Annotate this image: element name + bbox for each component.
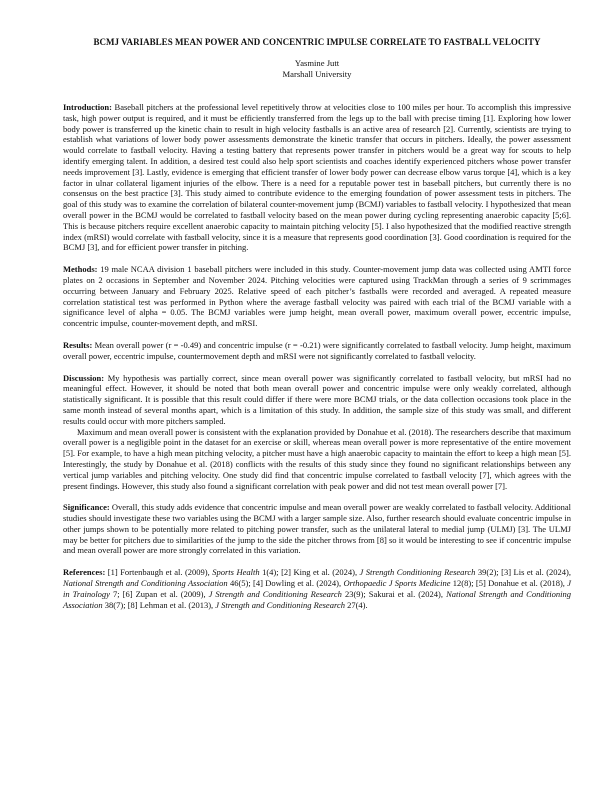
reference-entry-text: [8] Lehman et al. (2013), — [127, 599, 216, 610]
discussion-section — [63, 373, 571, 492]
references-section — [63, 567, 571, 610]
reference-journal: J in Trainology — [63, 578, 571, 599]
results-label: Results: — [63, 339, 93, 350]
reference-entry-text: [6] Zupan et al. (2009), — [122, 588, 209, 599]
discussion-label: Discussion: — [63, 372, 105, 383]
paper-title: BCMJ VARIABLES MEAN POWER AND CONCENTRIC IMPULSE CORRELATE TO FASTBALL VELOCITY — [93, 37, 541, 47]
reference-journal: J Strength and Conditioning Research — [215, 599, 345, 610]
reference-volume: 39(2); — [475, 567, 502, 578]
significance-label: Significance: — [63, 502, 110, 513]
results-section — [63, 340, 571, 362]
reference-volume: 12(8); — [450, 578, 476, 589]
reference-journal: J Strength and Conditioning Research — [208, 588, 342, 599]
reference-entry-text: [2] King et al. (2024), — [281, 567, 360, 578]
introduction-label: Introduction: — [63, 102, 112, 112]
reference-volume: 46(5); — [227, 578, 254, 589]
reference-volume: 7; — [109, 588, 123, 599]
author-affiliation: Marshall University — [282, 69, 352, 79]
reference-entry-text: [4] Dowling et al. (2024), — [253, 578, 344, 589]
reference-entry-text: [3] Lis et al. (2024), — [501, 567, 572, 578]
reference-journal: J Strength Conditioning Research — [359, 567, 476, 578]
significance-text: Overall, this study adds evidence that concentric impulse and mean overall power are weakly correlated to fastball velocity. Additional studies should investigate these two variables using the BCMJ with a larger sample size. Also, further research should evaluate concentric impulse in other jumps shown to be potentially more related to pitching power transfer, such as the unilateral lateral to medial jump (ULMJ) [3]. The ULMJ may be better for pitchers due to similarities of the jump to the side the pitcher throws from [8] so it would be interesting to see if concentric impulse and mean overall power are more strongly correlated in this variation. — [63, 502, 571, 556]
results-text: Mean overall power (r = -0.49) and concentric impulse (r = -0.21) were significantly correlated to fastball velocity. Jump height, maximum overall power, eccentric impulse, countermovement depth and mRSI were not significantly correlated to fastball velocity. — [63, 339, 571, 361]
paper-page — [63, 37, 571, 621]
discussion-text-2: Maximum and mean overall power is consistent with the explanation provided by Donahue et al. (2018). The researchers describe that maximum overall power is a negligible point in the dataset for an exercise or skill, whereas mean overall power is more representative of the entire movement [5]. For example, to have a high mean pitching velocity, a pitcher must have a high anaerobic capacity to maintain the effort to keep a high mean [5]. Interestingly, the study by Donahue et al. (2018) conflicts with the results of this study since they found no significant relationships between any vertical jump variables and pitching velocity. One study did find that concentric impulse correlated to fastball velocity [7], which agrees with the present findings. However, this study also found a significant correlation with peak power and did not test mean overall power [7]. — [63, 426, 571, 491]
author-name: Yasmine Jutt — [294, 58, 340, 68]
significance-section — [63, 502, 571, 556]
references-label: References: — [63, 567, 106, 578]
reference-journal: Sports Health — [212, 567, 260, 578]
methods-text: 19 male NCAA division 1 baseball pitchers were included in this study. Counter-movement jump data was collected using AMTI force plates on 2 occasions in September and November 2024. Pitching velocities were captured using TrackMan through a series of 9 scrimmages occurring between January and February 2025. Relative speed of each pitcher’s fastballs were recorded and averaged. A repeated measure correlation statistical test was performed in Python where the average fastball velocity was paired with each trial of the BCMJ variable with a significance level of alpha = 0.05. The BCMJ variables were jump height, mean overall power, maximum overall power, eccentric impulse, concentric impulse, counter-movement depth, and mRSI. — [63, 264, 571, 329]
reference-volume: 38(7); — [102, 599, 128, 610]
methods-section — [63, 264, 571, 329]
reference-entry-text: [5] Donahue et al. (2018), — [475, 578, 568, 589]
reference-journal: National Strength and Conditioning Association — [63, 578, 228, 589]
reference-journal: Orthopaedic J Sports Medicine — [343, 578, 451, 589]
methods-label: Methods: — [63, 264, 98, 275]
reference-volume: 23(9); — [341, 588, 369, 599]
reference-entry-text: Sakurai et al. (2024), — [368, 588, 447, 599]
introduction-text: Baseball pitchers at the professional level repetitively throw at velocities close to 100 miles per hour. To accomplish this impressive task, high power output is required, and it must be efficiently transferred from the legs up to the ball with precise timing [1]. Exploring how lower body power is transferred up the kinetic chain to result in high velocity fastballs is an active area of research [2]. Currently, scientists are trying to establish what variations of lower body power assessments demonstrate the kinetic transfer that occurs in pitchers. Ideally, the power assessment would correlate to fastball velocity. Having a testing battery that represents power transfer in pitchers would be a great way for scouts to help identify emerging talent. In addition, a desired test could also help sport scientists and coaches identify experienced pitchers whose power transfer needs improvement [3]. Lastly, evidence is emerging that efficient transfer of lower body power can decrease elbow varus torque [4], which is a key factor in ulnar collateral ligament injuries of the elbow. There is a need for a reputable power test in baseball pitchers, but currently there is no consensus on the best practice [3]. This study aimed to contribute evidence to the emerging foundation of power assessment tests in pitchers. The goal of this study was to examine the correlation of bilateral counter-movement jump (BCMJ) variables to fastball velocity. I hypothesized that mean overall power in the BCMJ would be correlated to fastball velocity based on the mean power during cycling representing anaerobic capacity [5;6]. This is because pitchers require excellent anaerobic capacity to maintain pitching velocity [5]. I also hypothesized that the modified reactive strength index (mRSI) would correlate with fastball velocity, since it is a measure that represents good coordination [3]. Good coordination is required for the BCMJ [3], and for efficient power transfer in pitching. — [63, 102, 571, 253]
reference-volume: 27(4). — [344, 599, 368, 610]
reference-volume: 1(4); — [259, 567, 282, 578]
discussion-text: My hypothesis was partially correct, since mean overall power was significantly correlated to fastball velocity, but mRSI had no meaningful effect. However, it should be noted that both mean overall power and concentric impulse were only weakly correlated, although statistically significant. It is possible that this result could differ if there were more BCMJ trials, or the data collection occasions took place in the same month instead of several months apart, which is a limitation of this study. In addition, the sample size of this study was small, and different results could occur with more pitchers sampled. — [63, 372, 571, 426]
reference-journal: National Strength and Conditioning Association — [63, 588, 572, 610]
introduction-section — [63, 102, 571, 253]
reference-entry-text: [1] Fortenbaugh et al. (2009), — [105, 567, 213, 578]
